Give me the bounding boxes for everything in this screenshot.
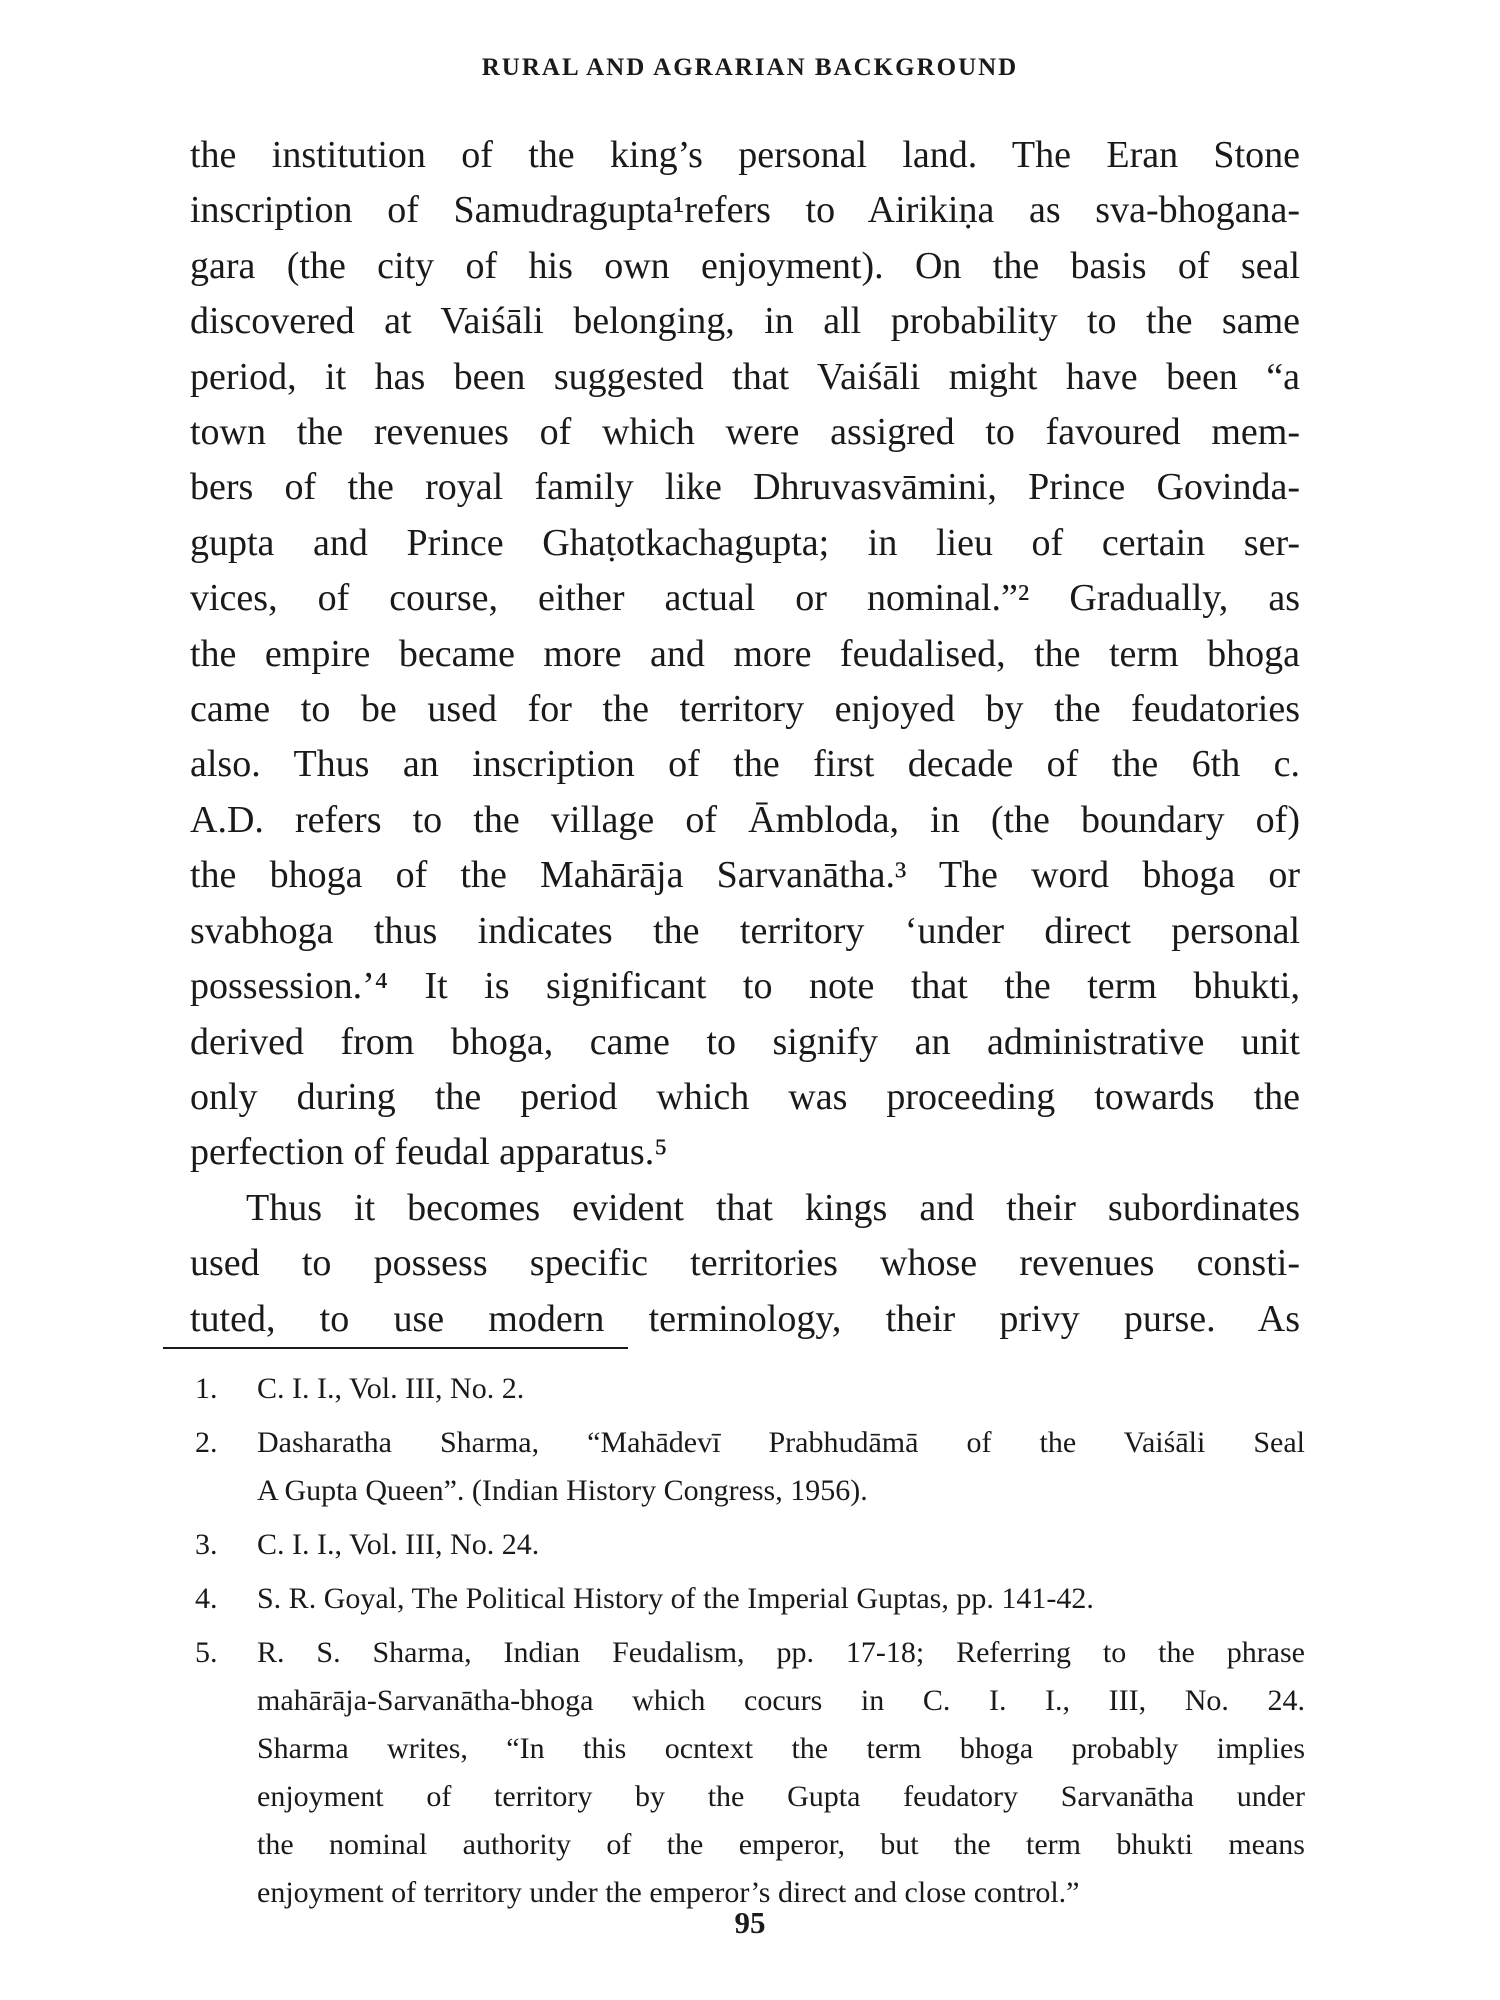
footnote-line: enjoyment of territory under the emperor’s direct and close control.” — [257, 1876, 1080, 1909]
body-line: bers of the royal family like Dhruvasvāmini, Prince Govinda- — [190, 466, 1300, 509]
body-line: came to be used for the territory enjoyed by the feudatories — [190, 688, 1300, 731]
body-line: used to possess specific territories whose revenues consti- — [190, 1242, 1300, 1285]
footnote-number: 1. — [195, 1372, 218, 1405]
page-number: 95 — [734, 1905, 766, 1940]
footnote-line: A Gupta Queen”. (Indian History Congress, 1956). — [257, 1474, 868, 1507]
body-line: discovered at Vaiśāli belonging, in all probability to the same — [190, 300, 1300, 343]
body-line: perfection of feudal apparatus.⁵ — [190, 1131, 668, 1174]
body-line: the institution of the king’s personal land. The Eran Stone — [190, 134, 1300, 176]
body-line: svabhoga thus indicates the territory ‘under direct personal — [190, 909, 1300, 952]
footnote-line: enjoyment of territory by the Gupta feudatory Sarvanātha under — [257, 1780, 1305, 1813]
footnote-4 — [195, 1575, 1305, 1623]
footnote-line: R. S. Sharma, Indian Feudalism, pp. 17-18; Referring to the phrase — [257, 1636, 1305, 1669]
footnote-line: mahārāja-Sarvanātha-bhoga which cocurs in C. I. I., III, No. 24. — [257, 1684, 1305, 1717]
body-line: possession.’⁴ It is significant to note that the term bhukti, — [190, 965, 1300, 1008]
footnote-line: the nominal authority of the emperor, but the term bhukti means — [257, 1828, 1305, 1861]
footnote-line: Sharma writes, “In this ocntext the term bhoga probably implies — [257, 1732, 1305, 1765]
body-line: inscription of Samudragupta¹refers to Airikiṇa as sva-bhogana- — [190, 189, 1300, 232]
body-line: the bhoga of the Mahārāja Sarvanātha.³ The word bhoga or — [190, 854, 1300, 897]
body-text — [190, 128, 1300, 1347]
footnote-3 — [195, 1521, 1305, 1569]
footnote-number: 2. — [195, 1426, 218, 1459]
footnote-rule — [163, 1347, 628, 1349]
body-line: gupta and Prince Ghaṭotkachagupta; in lieu of certain ser- — [190, 521, 1300, 564]
body-line: town the revenues of which were assigred to favoured mem- — [190, 411, 1300, 454]
footnote-number: 5. — [195, 1636, 218, 1669]
footnote-2 — [195, 1419, 1305, 1515]
body-line: Thus it becomes evident that kings and their subordinates — [246, 1186, 1300, 1229]
body-line: also. Thus an inscription of the first decade of the 6th c. — [190, 743, 1300, 786]
body-line: derived from bhoga, came to signify an administrative unit — [190, 1020, 1300, 1063]
body-line: gara (the city of his own enjoyment). On the basis of seal — [190, 244, 1300, 287]
footnote-1 — [195, 1365, 1305, 1413]
footnote-line: C. I. I., Vol. III, No. 24. — [257, 1528, 540, 1561]
body-line: the empire became more and more feudalised, the term bhoga — [190, 632, 1300, 675]
body-line: period, it has been suggested that Vaiśāli might have been “a — [190, 355, 1300, 398]
body-line: only during the period which was proceeding towards the — [190, 1075, 1300, 1118]
footnote-number: 3. — [195, 1528, 218, 1561]
body-line: tuted, to use modern terminology, their privy purse. As — [190, 1297, 1300, 1340]
footnote-5 — [195, 1629, 1305, 1917]
running-head: RURAL AND AGRARIAN BACKGROUND — [481, 54, 1019, 81]
footnotes — [195, 1365, 1305, 1923]
body-line: vices, of course, either actual or nominal.”² Gradually, as — [190, 577, 1300, 620]
footnote-number: 4. — [195, 1582, 218, 1615]
footnote-line: Dasharatha Sharma, “Mahādevī Prabhudāmā of the Vaiśāli Seal — [257, 1426, 1305, 1459]
footnote-line: S. R. Goyal, The Political History of the Imperial Guptas, pp. 141-42. — [257, 1582, 1094, 1615]
footnote-line: C. I. I., Vol. III, No. 2. — [257, 1372, 525, 1405]
body-line: A.D. refers to the village of Āmbloda, in (the boundary of) — [190, 798, 1300, 841]
